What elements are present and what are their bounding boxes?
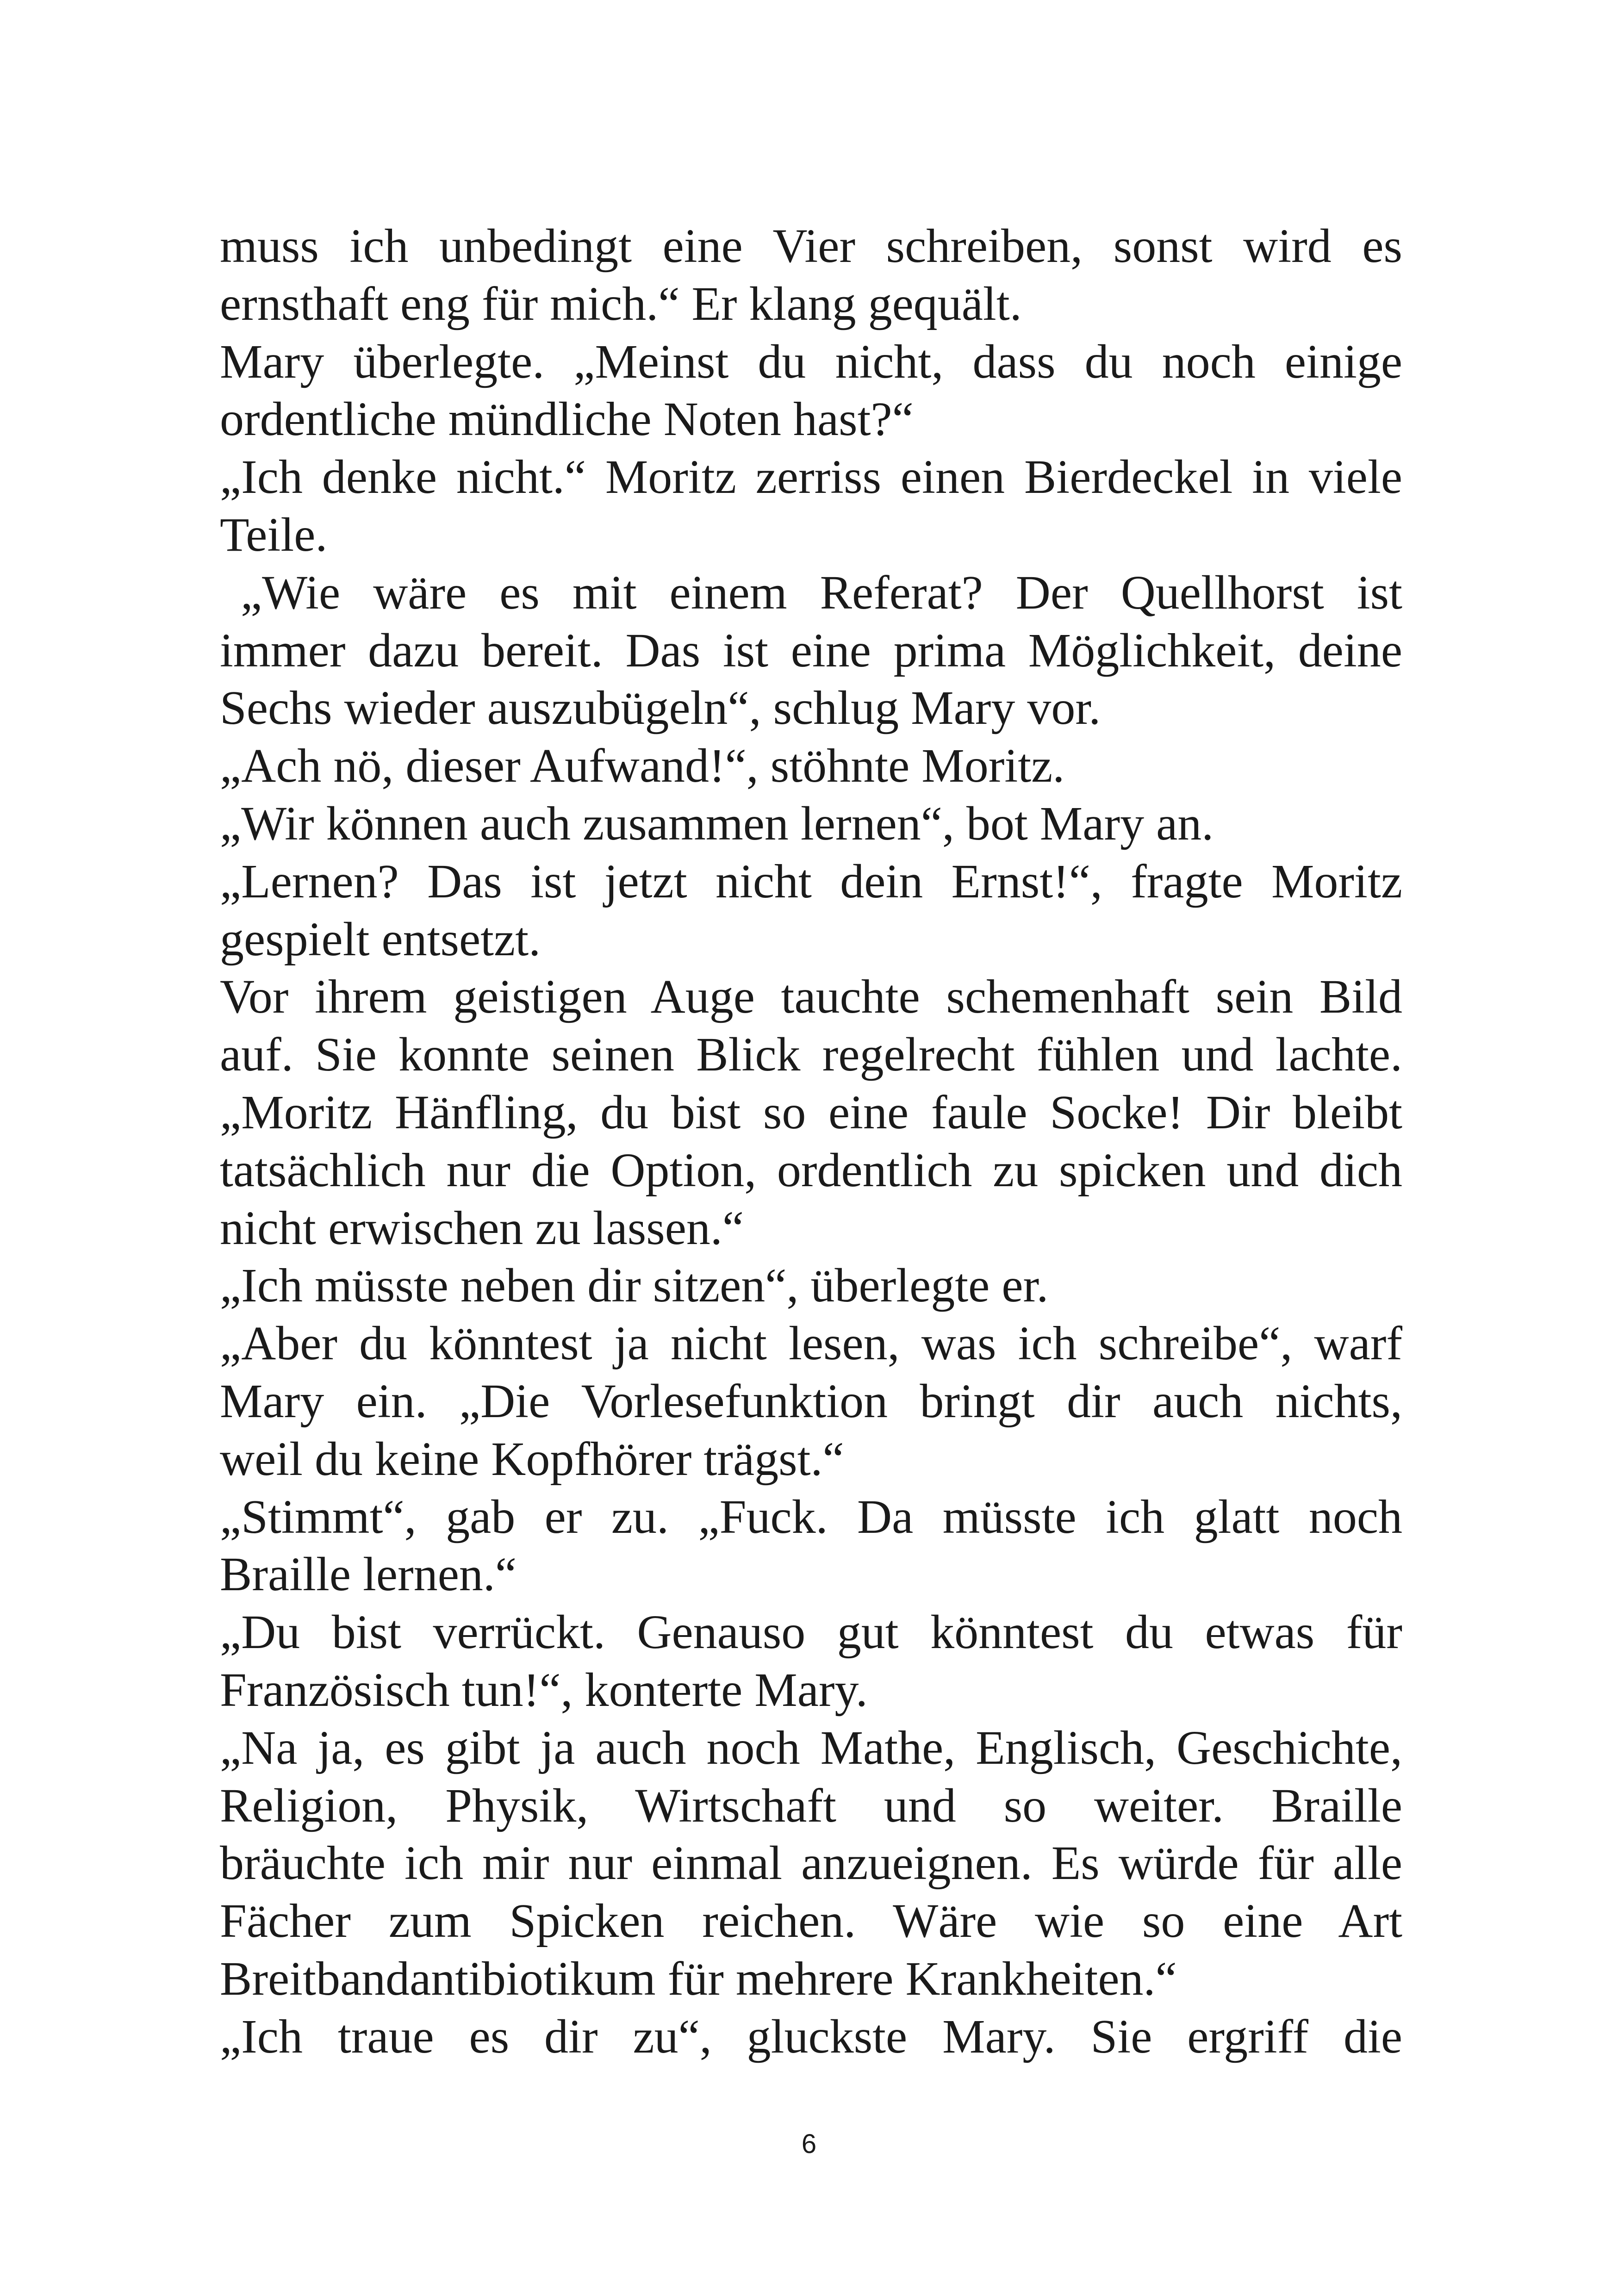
text-line: Mary ein. „Die Vorlesefunktion bringt dir auch nichts,	[220, 1374, 1402, 1428]
text-line: weil du keine Kopfhörer trägst.“	[220, 1432, 844, 1486]
text-line: „Stimmt“, gab er zu. „Fuck. Da müsste ich glatt noch	[220, 1490, 1402, 1543]
text-line: auf. Sie konnte seinen Blick regelrecht fühlen und lachte.	[220, 1028, 1402, 1082]
text-line: „Wie wäre es mit einem Referat? Der Quellhorst ist	[241, 566, 1402, 619]
text-line: Teile.	[220, 508, 328, 561]
text-line: „Wir können auch zusammen lernen“, bot Mary an.	[220, 796, 1214, 850]
text-line: „Du bist verrückt. Genauso gut könntest du etwas für	[220, 1605, 1402, 1659]
text-line: Religion, Physik, Wirtschaft und so weiter. Braille	[220, 1779, 1402, 1832]
text-line: „Ich traue es dir zu“, gluckste Mary. Sie ergriff die	[220, 2010, 1402, 2063]
text-line: Braille lernen.“	[220, 1548, 517, 1601]
text-line: „Na ja, es gibt ja auch noch Mathe, Englisch, Geschichte,	[220, 1721, 1402, 1774]
text-line: immer dazu bereit. Das ist eine prima Möglichkeit, deine	[220, 623, 1402, 677]
text-line: „Ach nö, dieser Aufwand!“, stöhnte Moritz.	[220, 739, 1065, 793]
body-text	[220, 218, 1402, 2066]
text-line: Vor ihrem geistigen Auge tauchte schemenhaft sein Bild	[220, 970, 1402, 1024]
text-line: Mary überlegte. „Meinst du nicht, dass du noch einige	[220, 335, 1402, 388]
text-line: „Lernen? Das ist jetzt nicht dein Ernst!“, fragte Moritz	[220, 854, 1402, 908]
text-line: Sechs wieder auszubügeln“, schlug Mary vor.	[220, 681, 1101, 735]
text-line: bräuchte ich mir nur einmal anzueignen. Es würde für alle	[220, 1836, 1402, 1890]
text-line: nicht erwischen zu lassen.“	[220, 1201, 744, 1255]
text-line: Breitbandantibiotikum für mehrere Krankheiten.“	[220, 1952, 1177, 2005]
text-line: gespielt entsetzt.	[220, 912, 541, 966]
text-line: tatsächlich nur die Option, ordentlich zu spicken und dich	[220, 1143, 1402, 1197]
text-line: Französisch tun!“, konterte Mary.	[220, 1663, 868, 1717]
text-line: „Moritz Hänfling, du bist so eine faule Socke! Dir bleibt	[220, 1085, 1402, 1139]
text-line: „Aber du könntest ja nicht lesen, was ich schreibe“, warf	[220, 1317, 1402, 1370]
text-line: Fächer zum Spicken reichen. Wäre wie so eine Art	[220, 1894, 1402, 1948]
text-line: ernsthaft eng für mich.“ Er klang gequält.	[220, 277, 1022, 330]
text-line: „Ich denke nicht.“ Moritz zerriss einen Bierdeckel in viele	[220, 450, 1402, 504]
text-line: ordentliche mündliche Noten hast?“	[220, 392, 914, 446]
text-line: muss ich unbedingt eine Vier schreiben, sonst wird es	[220, 219, 1402, 273]
text-line: „Ich müsste neben dir sitzen“, überlegte er.	[220, 1259, 1049, 1313]
page-number: 6	[801, 2129, 817, 2159]
